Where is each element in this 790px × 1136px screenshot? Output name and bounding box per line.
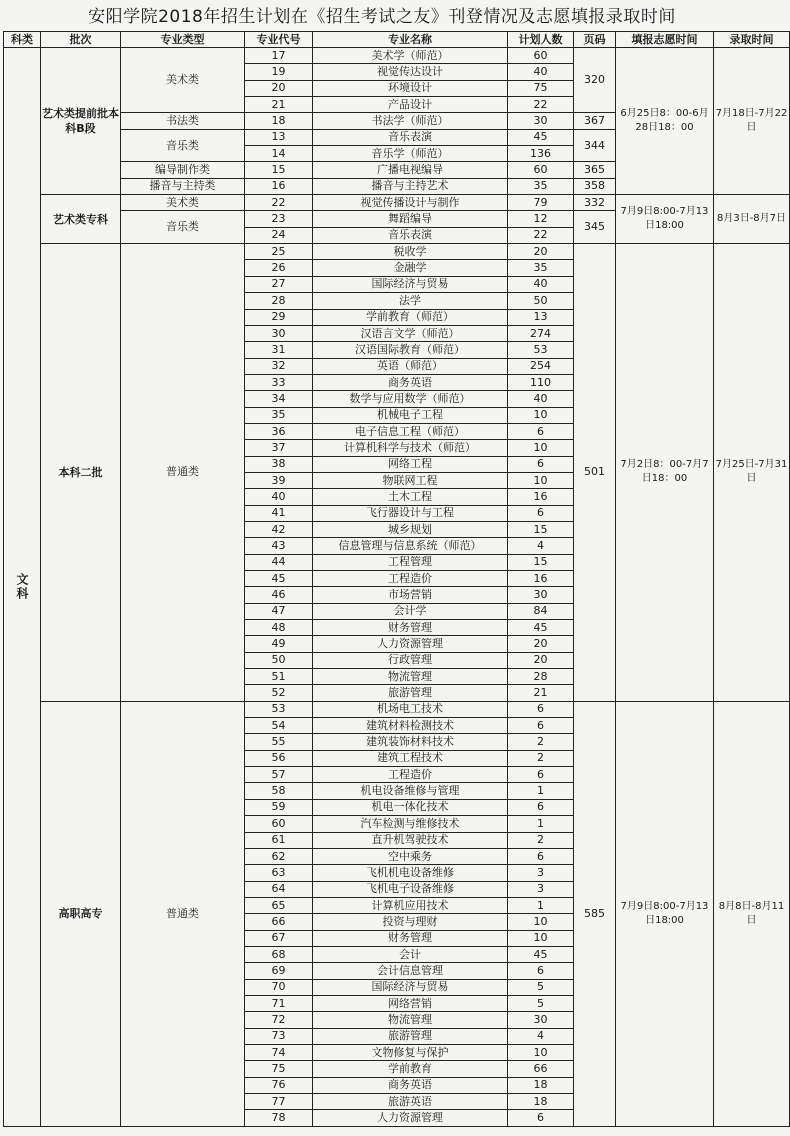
major-name-cell: 飞机电子设备维修 xyxy=(313,881,508,897)
major-name-cell: 国际经济与贸易 xyxy=(313,276,508,292)
plan-count-cell: 6 xyxy=(508,767,574,783)
table-row xyxy=(4,48,790,64)
major-code-cell: 62 xyxy=(245,848,313,864)
major-code-cell: 40 xyxy=(245,489,313,505)
major-code-cell: 74 xyxy=(245,1044,313,1060)
major-code-cell: 31 xyxy=(245,342,313,358)
plan-count-cell: 6 xyxy=(508,718,574,734)
major-name-cell: 书法学（师范） xyxy=(313,113,508,129)
plan-count-cell: 15 xyxy=(508,521,574,537)
plan-count-cell: 10 xyxy=(508,472,574,488)
major-name-cell: 电子信息工程（师范） xyxy=(313,423,508,439)
page-title: 安阳学院2018年招生计划在《招生考试之友》刊登情况及志愿填报录取时间 xyxy=(88,7,676,27)
plan-count-cell: 6 xyxy=(508,456,574,472)
plan-count-cell: 4 xyxy=(508,538,574,554)
major-code-cell: 28 xyxy=(245,293,313,309)
major-code-cell: 34 xyxy=(245,391,313,407)
major-code-cell: 63 xyxy=(245,865,313,881)
admit-time-cell: 7月25日-7月31日 xyxy=(714,244,790,702)
plan-count-cell: 22 xyxy=(508,227,574,243)
major-code-cell: 44 xyxy=(245,554,313,570)
plan-count-cell: 2 xyxy=(508,734,574,750)
plan-count-cell: 40 xyxy=(508,64,574,80)
major-code-cell: 71 xyxy=(245,995,313,1011)
major-name-cell: 金融学 xyxy=(313,260,508,276)
major-name-cell: 国际经济与贸易 xyxy=(313,979,508,995)
page-number-cell: 585 xyxy=(574,701,616,1126)
major-name-cell: 旅游英语 xyxy=(313,1094,508,1110)
plan-count-cell: 2 xyxy=(508,750,574,766)
plan-count-cell: 10 xyxy=(508,407,574,423)
major-name-cell: 汉语言文学（师范） xyxy=(313,325,508,341)
major-name-cell: 法学 xyxy=(313,293,508,309)
major-name-cell: 机械电子工程 xyxy=(313,407,508,423)
major-code-cell: 70 xyxy=(245,979,313,995)
major-code-cell: 54 xyxy=(245,718,313,734)
major-name-cell: 工程造价 xyxy=(313,571,508,587)
major-code-cell: 26 xyxy=(245,260,313,276)
major-name-cell: 物流管理 xyxy=(313,1012,508,1028)
major-name-cell: 机电一体化技术 xyxy=(313,799,508,815)
column-header: 专业代号 xyxy=(245,32,313,48)
table-row xyxy=(4,701,790,717)
major-name-cell: 视觉传达设计 xyxy=(313,64,508,80)
major-code-cell: 59 xyxy=(245,799,313,815)
plan-count-cell: 16 xyxy=(508,571,574,587)
major-code-cell: 77 xyxy=(245,1094,313,1110)
major-name-cell: 工程造价 xyxy=(313,767,508,783)
major-name-cell: 旅游管理 xyxy=(313,1028,508,1044)
major-code-cell: 42 xyxy=(245,521,313,537)
major-code-cell: 75 xyxy=(245,1061,313,1077)
major-name-cell: 空中乘务 xyxy=(313,848,508,864)
plan-count-cell: 35 xyxy=(508,260,574,276)
major-name-cell: 汉语国际教育（师范） xyxy=(313,342,508,358)
plan-count-cell: 35 xyxy=(508,178,574,194)
major-code-cell: 67 xyxy=(245,930,313,946)
major-type-cell: 普通类 xyxy=(121,701,245,1126)
page-number-cell: 332 xyxy=(574,195,616,211)
plan-count-cell: 10 xyxy=(508,440,574,456)
plan-count-cell: 50 xyxy=(508,293,574,309)
plan-count-cell: 110 xyxy=(508,374,574,390)
major-name-cell: 网络营销 xyxy=(313,995,508,1011)
plan-count-cell: 53 xyxy=(508,342,574,358)
major-code-cell: 22 xyxy=(245,195,313,211)
major-code-cell: 55 xyxy=(245,734,313,750)
major-name-cell: 旅游管理 xyxy=(313,685,508,701)
plan-count-cell: 40 xyxy=(508,391,574,407)
major-code-cell: 78 xyxy=(245,1110,313,1126)
major-type-cell: 美术类 xyxy=(121,48,245,113)
major-type-cell: 美术类 xyxy=(121,195,245,211)
major-name-cell: 飞行器设计与工程 xyxy=(313,505,508,521)
plan-count-cell: 6 xyxy=(508,505,574,521)
major-code-cell: 57 xyxy=(245,767,313,783)
major-name-cell: 建筑工程技术 xyxy=(313,750,508,766)
plan-count-cell: 6 xyxy=(508,1110,574,1126)
admission-plan-table xyxy=(3,31,790,1127)
plan-count-cell: 40 xyxy=(508,276,574,292)
major-name-cell: 网络工程 xyxy=(313,456,508,472)
major-type-cell: 播音与主持类 xyxy=(121,178,245,194)
plan-count-cell: 5 xyxy=(508,995,574,1011)
column-header: 填报志愿时间 xyxy=(616,32,714,48)
batch-cell: 本科二批 xyxy=(41,244,121,702)
major-name-cell: 飞机机电设备维修 xyxy=(313,865,508,881)
major-name-cell: 土木工程 xyxy=(313,489,508,505)
plan-count-cell: 274 xyxy=(508,325,574,341)
major-name-cell: 美术学（师范） xyxy=(313,48,508,64)
plan-count-cell: 45 xyxy=(508,620,574,636)
major-code-cell: 49 xyxy=(245,636,313,652)
major-code-cell: 16 xyxy=(245,178,313,194)
major-code-cell: 52 xyxy=(245,685,313,701)
major-code-cell: 43 xyxy=(245,538,313,554)
major-code-cell: 21 xyxy=(245,97,313,113)
major-name-cell: 物流管理 xyxy=(313,669,508,685)
major-code-cell: 14 xyxy=(245,146,313,162)
major-name-cell: 计算机科学与技术（师范） xyxy=(313,440,508,456)
plan-count-cell: 254 xyxy=(508,358,574,374)
major-type-cell: 编导制作类 xyxy=(121,162,245,178)
major-code-cell: 33 xyxy=(245,374,313,390)
plan-count-cell: 18 xyxy=(508,1094,574,1110)
major-name-cell: 产品设计 xyxy=(313,97,508,113)
plan-count-cell: 79 xyxy=(508,195,574,211)
major-code-cell: 41 xyxy=(245,505,313,521)
plan-count-cell: 28 xyxy=(508,669,574,685)
plan-count-cell: 6 xyxy=(508,848,574,864)
major-code-cell: 56 xyxy=(245,750,313,766)
column-header: 计划人数 xyxy=(508,32,574,48)
major-name-cell: 会计 xyxy=(313,946,508,962)
major-code-cell: 68 xyxy=(245,946,313,962)
major-name-cell: 视觉传播设计与制作 xyxy=(313,195,508,211)
plan-count-cell: 12 xyxy=(508,211,574,227)
major-name-cell: 会计信息管理 xyxy=(313,963,508,979)
plan-count-cell: 136 xyxy=(508,146,574,162)
major-type-cell: 普通类 xyxy=(121,244,245,702)
major-name-cell: 商务英语 xyxy=(313,374,508,390)
fill-time-cell: 6月25日8：00-6月28日18：00 xyxy=(616,48,714,195)
plan-count-cell: 6 xyxy=(508,701,574,717)
major-type-cell: 书法类 xyxy=(121,113,245,129)
major-name-cell: 直升机驾驶技术 xyxy=(313,832,508,848)
major-name-cell: 机场电工技术 xyxy=(313,701,508,717)
major-code-cell: 29 xyxy=(245,309,313,325)
fill-time-cell: 7月9日8:00-7月13日18:00 xyxy=(616,195,714,244)
plan-count-cell: 10 xyxy=(508,914,574,930)
major-code-cell: 25 xyxy=(245,244,313,260)
major-code-cell: 69 xyxy=(245,963,313,979)
major-code-cell: 76 xyxy=(245,1077,313,1093)
major-name-cell: 城乡规划 xyxy=(313,521,508,537)
major-code-cell: 38 xyxy=(245,456,313,472)
subject-cell: 文科 xyxy=(4,48,41,1127)
major-name-cell: 学前教育（师范） xyxy=(313,309,508,325)
fill-time-cell: 7月2日8：00-7月7日18：00 xyxy=(616,244,714,702)
admit-time-cell: 8月3日-8月7日 xyxy=(714,195,790,244)
plan-count-cell: 15 xyxy=(508,554,574,570)
major-code-cell: 51 xyxy=(245,669,313,685)
fill-time-cell: 7月9日8:00-7月13日18:00 xyxy=(616,701,714,1126)
major-code-cell: 18 xyxy=(245,113,313,129)
plan-count-cell: 75 xyxy=(508,80,574,96)
table-row xyxy=(4,195,790,211)
plan-count-cell: 30 xyxy=(508,113,574,129)
admit-time-cell: 8月8日-8月11日 xyxy=(714,701,790,1126)
major-name-cell: 计算机应用技术 xyxy=(313,897,508,913)
major-code-cell: 47 xyxy=(245,603,313,619)
major-code-cell: 72 xyxy=(245,1012,313,1028)
major-code-cell: 60 xyxy=(245,816,313,832)
major-type-cell: 音乐类 xyxy=(121,211,245,244)
major-code-cell: 39 xyxy=(245,472,313,488)
major-code-cell: 15 xyxy=(245,162,313,178)
major-name-cell: 机电设备维修与管理 xyxy=(313,783,508,799)
page-number-cell: 367 xyxy=(574,113,616,129)
major-name-cell: 工程管理 xyxy=(313,554,508,570)
major-name-cell: 人力资源管理 xyxy=(313,1110,508,1126)
plan-count-cell: 1 xyxy=(508,783,574,799)
plan-count-cell: 45 xyxy=(508,946,574,962)
plan-count-cell: 1 xyxy=(508,816,574,832)
page-number-cell: 320 xyxy=(574,48,616,113)
plan-count-cell: 84 xyxy=(508,603,574,619)
major-code-cell: 23 xyxy=(245,211,313,227)
plan-count-cell: 3 xyxy=(508,881,574,897)
major-name-cell: 英语（师范） xyxy=(313,358,508,374)
column-header: 专业名称 xyxy=(313,32,508,48)
major-name-cell: 汽车检测与维修技术 xyxy=(313,816,508,832)
plan-count-cell: 30 xyxy=(508,1012,574,1028)
plan-count-cell: 45 xyxy=(508,129,574,145)
plan-count-cell: 13 xyxy=(508,309,574,325)
page-number-cell: 344 xyxy=(574,129,616,162)
batch-cell: 高职高专 xyxy=(41,701,121,1126)
page-number-cell: 358 xyxy=(574,178,616,194)
major-name-cell: 建筑材料检测技术 xyxy=(313,718,508,734)
major-name-cell: 环境设计 xyxy=(313,80,508,96)
major-code-cell: 73 xyxy=(245,1028,313,1044)
major-name-cell: 播音与主持艺术 xyxy=(313,178,508,194)
column-header: 页码 xyxy=(574,32,616,48)
major-code-cell: 13 xyxy=(245,129,313,145)
column-header: 录取时间 xyxy=(714,32,790,48)
major-name-cell: 税收学 xyxy=(313,244,508,260)
plan-count-cell: 3 xyxy=(508,865,574,881)
major-code-cell: 20 xyxy=(245,80,313,96)
major-name-cell: 商务英语 xyxy=(313,1077,508,1093)
major-name-cell: 舞蹈编导 xyxy=(313,211,508,227)
plan-count-cell: 18 xyxy=(508,1077,574,1093)
column-header: 科类 xyxy=(4,32,41,48)
major-name-cell: 市场营销 xyxy=(313,587,508,603)
major-name-cell: 建筑装饰材料技术 xyxy=(313,734,508,750)
major-name-cell: 数学与应用数学（师范） xyxy=(313,391,508,407)
admit-time-cell: 7月18日-7月22日 xyxy=(714,48,790,195)
major-name-cell: 学前教育 xyxy=(313,1061,508,1077)
plan-count-cell: 22 xyxy=(508,97,574,113)
major-code-cell: 48 xyxy=(245,620,313,636)
major-code-cell: 65 xyxy=(245,897,313,913)
column-header: 批次 xyxy=(41,32,121,48)
major-name-cell: 行政管理 xyxy=(313,652,508,668)
plan-count-cell: 60 xyxy=(508,162,574,178)
major-name-cell: 人力资源管理 xyxy=(313,636,508,652)
major-name-cell: 会计学 xyxy=(313,603,508,619)
plan-count-cell: 66 xyxy=(508,1061,574,1077)
plan-count-cell: 5 xyxy=(508,979,574,995)
table-body xyxy=(4,48,790,1127)
major-name-cell: 音乐表演 xyxy=(313,227,508,243)
major-code-cell: 66 xyxy=(245,914,313,930)
table-row xyxy=(4,244,790,260)
page-number-cell: 345 xyxy=(574,211,616,244)
plan-count-cell: 10 xyxy=(508,930,574,946)
plan-count-cell: 10 xyxy=(508,1044,574,1060)
major-code-cell: 19 xyxy=(245,64,313,80)
plan-count-cell: 30 xyxy=(508,587,574,603)
major-name-cell: 音乐学（师范） xyxy=(313,146,508,162)
major-code-cell: 53 xyxy=(245,701,313,717)
major-name-cell: 物联网工程 xyxy=(313,472,508,488)
major-code-cell: 46 xyxy=(245,587,313,603)
plan-count-cell: 2 xyxy=(508,832,574,848)
major-code-cell: 61 xyxy=(245,832,313,848)
major-name-cell: 音乐表演 xyxy=(313,129,508,145)
plan-count-cell: 60 xyxy=(508,48,574,64)
plan-count-cell: 6 xyxy=(508,963,574,979)
major-type-cell: 音乐类 xyxy=(121,129,245,162)
page-number-cell: 501 xyxy=(574,244,616,702)
major-name-cell: 广播电视编导 xyxy=(313,162,508,178)
plan-count-cell: 4 xyxy=(508,1028,574,1044)
plan-count-cell: 21 xyxy=(508,685,574,701)
major-code-cell: 37 xyxy=(245,440,313,456)
major-code-cell: 32 xyxy=(245,358,313,374)
major-name-cell: 财务管理 xyxy=(313,930,508,946)
plan-count-cell: 20 xyxy=(508,244,574,260)
plan-count-cell: 6 xyxy=(508,799,574,815)
header-row xyxy=(4,32,790,48)
major-name-cell: 财务管理 xyxy=(313,620,508,636)
batch-cell: 艺术类提前批本科B段 xyxy=(41,48,121,195)
major-code-cell: 24 xyxy=(245,227,313,243)
major-name-cell: 文物修复与保护 xyxy=(313,1044,508,1060)
major-code-cell: 35 xyxy=(245,407,313,423)
major-code-cell: 27 xyxy=(245,276,313,292)
column-header: 专业类型 xyxy=(121,32,245,48)
plan-count-cell: 6 xyxy=(508,423,574,439)
batch-cell: 艺术类专科 xyxy=(41,195,121,244)
plan-count-cell: 20 xyxy=(508,652,574,668)
page-number-cell: 365 xyxy=(574,162,616,178)
plan-count-cell: 20 xyxy=(508,636,574,652)
major-code-cell: 45 xyxy=(245,571,313,587)
major-code-cell: 58 xyxy=(245,783,313,799)
major-name-cell: 投资与理财 xyxy=(313,914,508,930)
major-code-cell: 30 xyxy=(245,325,313,341)
major-code-cell: 17 xyxy=(245,48,313,64)
plan-count-cell: 16 xyxy=(508,489,574,505)
major-code-cell: 50 xyxy=(245,652,313,668)
major-code-cell: 64 xyxy=(245,881,313,897)
plan-count-cell: 1 xyxy=(508,897,574,913)
major-code-cell: 36 xyxy=(245,423,313,439)
major-name-cell: 信息管理与信息系统（师范） xyxy=(313,538,508,554)
